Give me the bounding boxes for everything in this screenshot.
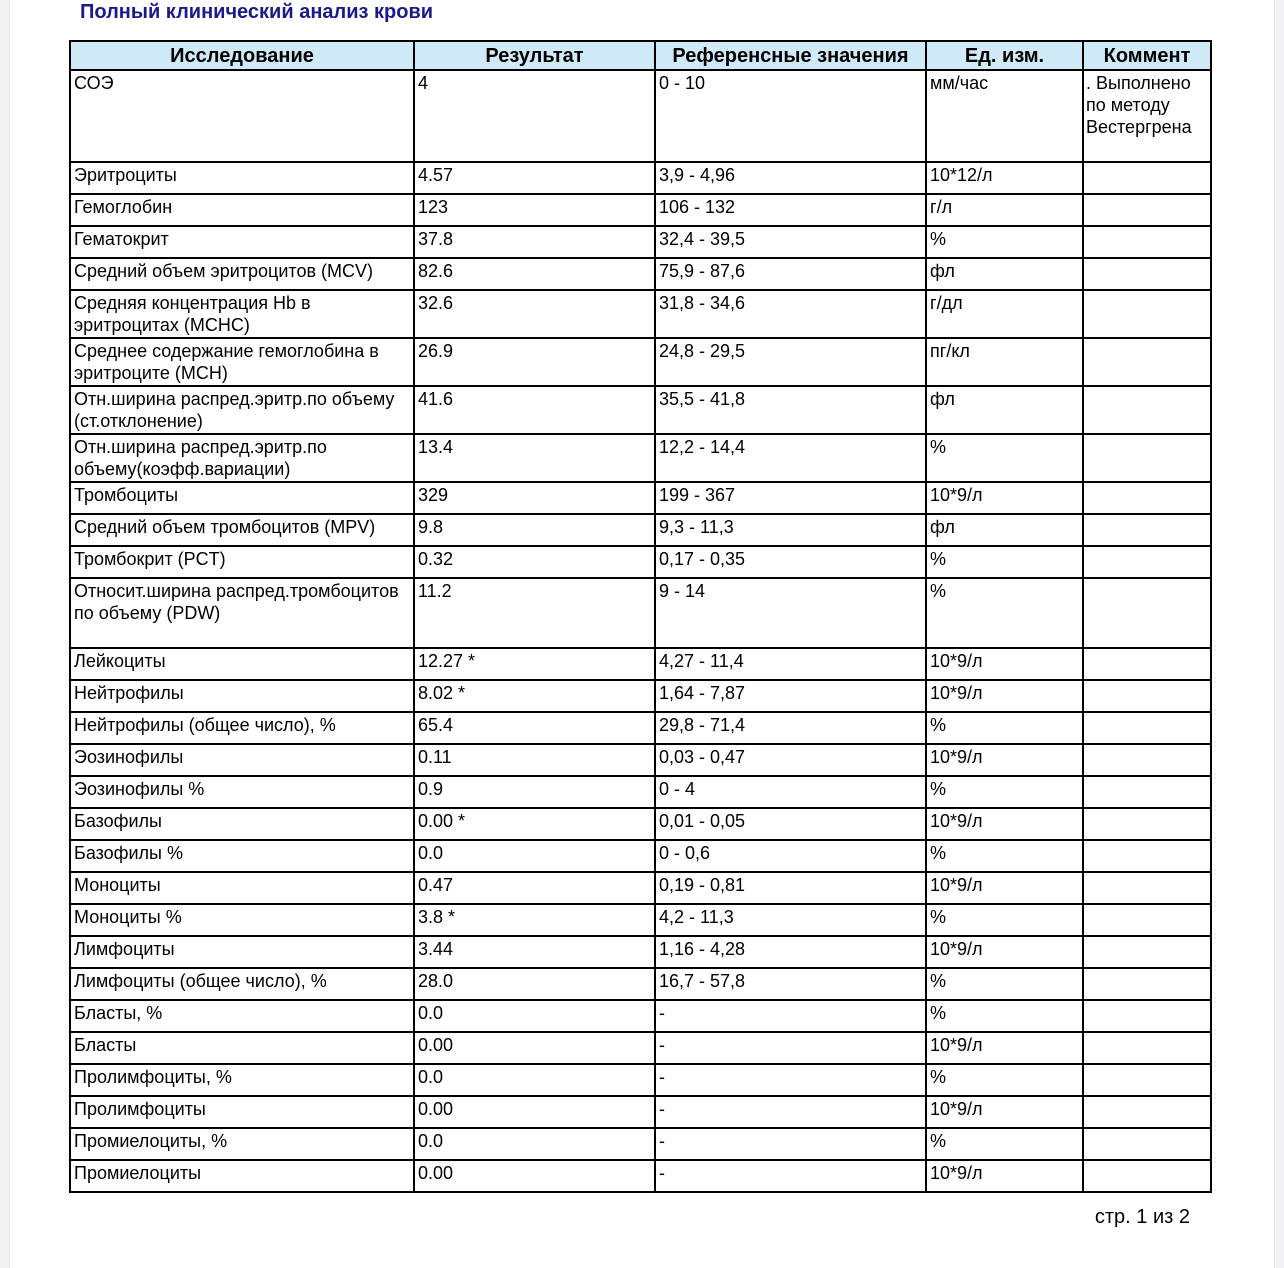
table-row <box>70 840 1211 872</box>
cell-test: Эозинофилы % <box>70 776 414 808</box>
cell-unit: 10*9/л <box>926 680 1083 712</box>
cell-reference: 4,2 - 11,3 <box>655 904 926 936</box>
cell-comment <box>1083 338 1211 386</box>
table-row <box>70 904 1211 936</box>
cell-result: 329 <box>414 482 655 514</box>
cell-comment <box>1083 258 1211 290</box>
table-row <box>70 226 1211 258</box>
cell-test: Бласты, % <box>70 1000 414 1032</box>
cell-unit: 10*9/л <box>926 648 1083 680</box>
cell-unit: пг/кл <box>926 338 1083 386</box>
cell-test: Лейкоциты <box>70 648 414 680</box>
cell-result: 3.44 <box>414 936 655 968</box>
cell-test: Отн.ширина распред.эритр.по объему (ст.отклонение) <box>70 386 414 434</box>
cell-comment <box>1083 1064 1211 1096</box>
table-row <box>70 936 1211 968</box>
page-number: стр. 1 из 2 <box>1094 1206 1190 1228</box>
cell-test: Промиелоциты, % <box>70 1128 414 1160</box>
document-title: Полный клинический анализ крови <box>80 1 434 23</box>
cell-comment <box>1083 936 1211 968</box>
cell-reference: 16,7 - 57,8 <box>655 968 926 1000</box>
cell-unit: % <box>926 1000 1083 1032</box>
cell-comment <box>1083 194 1211 226</box>
cell-reference: 0,01 - 0,05 <box>655 808 926 840</box>
cell-comment <box>1083 1000 1211 1032</box>
cell-result: 0.0 <box>414 1000 655 1032</box>
cell-reference: - <box>655 1064 926 1096</box>
cell-result: 82.6 <box>414 258 655 290</box>
table-row <box>70 386 1211 434</box>
cell-reference: - <box>655 1160 926 1192</box>
cell-test: Нейтрофилы (общее число), % <box>70 712 414 744</box>
cell-reference: - <box>655 1000 926 1032</box>
cell-unit: % <box>926 968 1083 1000</box>
cell-comment <box>1083 1160 1211 1192</box>
cell-reference: 12,2 - 14,4 <box>655 434 926 482</box>
cell-reference: 3,9 - 4,96 <box>655 162 926 194</box>
cell-result: 0.0 <box>414 840 655 872</box>
table-row <box>70 338 1211 386</box>
cell-unit: 10*9/л <box>926 872 1083 904</box>
cell-unit: % <box>926 546 1083 578</box>
cell-unit: г/л <box>926 194 1083 226</box>
table-row <box>70 808 1211 840</box>
table-row <box>70 194 1211 226</box>
page-left-margin <box>0 0 10 1268</box>
cell-unit: % <box>926 840 1083 872</box>
cell-result: 0.0 <box>414 1064 655 1096</box>
cell-unit: % <box>926 578 1083 648</box>
cell-reference: 29,8 - 71,4 <box>655 712 926 744</box>
cell-result: 0.00 * <box>414 808 655 840</box>
cell-comment <box>1083 546 1211 578</box>
cell-test: Тромбоциты <box>70 482 414 514</box>
cell-unit: фл <box>926 258 1083 290</box>
cell-result: 13.4 <box>414 434 655 482</box>
cell-unit: 10*9/л <box>926 1032 1083 1064</box>
cell-comment <box>1083 578 1211 648</box>
cell-result: 0.11 <box>414 744 655 776</box>
cell-test: Базофилы % <box>70 840 414 872</box>
cell-comment <box>1083 386 1211 434</box>
table-row <box>70 546 1211 578</box>
cell-result: 0.47 <box>414 872 655 904</box>
cell-comment <box>1083 904 1211 936</box>
cell-reference: 199 - 367 <box>655 482 926 514</box>
cell-reference: 4,27 - 11,4 <box>655 648 926 680</box>
cell-unit: 10*9/л <box>926 1096 1083 1128</box>
cell-unit: % <box>926 434 1083 482</box>
cell-unit: % <box>926 712 1083 744</box>
cell-result: 26.9 <box>414 338 655 386</box>
cell-reference: - <box>655 1032 926 1064</box>
table-row <box>70 1096 1211 1128</box>
cell-comment <box>1083 744 1211 776</box>
cell-reference: 75,9 - 87,6 <box>655 258 926 290</box>
cell-reference: - <box>655 1128 926 1160</box>
cell-result: 0.00 <box>414 1032 655 1064</box>
cell-unit: 10*9/л <box>926 744 1083 776</box>
cell-unit: фл <box>926 514 1083 546</box>
cell-comment <box>1083 968 1211 1000</box>
table-row <box>70 70 1211 162</box>
cell-comment: . Выполнено по методу Вестергрена <box>1083 70 1211 162</box>
cell-comment <box>1083 226 1211 258</box>
cell-test: Базофилы <box>70 808 414 840</box>
cell-reference: 35,5 - 41,8 <box>655 386 926 434</box>
cell-result: 123 <box>414 194 655 226</box>
cell-reference: 31,8 - 34,6 <box>655 290 926 338</box>
cell-reference: 24,8 - 29,5 <box>655 338 926 386</box>
cell-unit: 10*9/л <box>926 482 1083 514</box>
cell-test: Средний объем эритроцитов (MCV) <box>70 258 414 290</box>
results-table <box>69 40 1212 1193</box>
cell-reference: 1,16 - 4,28 <box>655 936 926 968</box>
cell-comment <box>1083 872 1211 904</box>
table-row <box>70 1064 1211 1096</box>
table-row <box>70 162 1211 194</box>
page-right-margin <box>1274 0 1284 1268</box>
table-row <box>70 680 1211 712</box>
cell-result: 0.0 <box>414 1128 655 1160</box>
cell-result: 65.4 <box>414 712 655 744</box>
cell-unit: % <box>926 776 1083 808</box>
cell-test: Среднее содержание гемоглобина в эритроците (MCH) <box>70 338 414 386</box>
cell-reference: 1,64 - 7,87 <box>655 680 926 712</box>
cell-reference: - <box>655 1096 926 1128</box>
cell-comment <box>1083 648 1211 680</box>
cell-comment <box>1083 1096 1211 1128</box>
cell-comment <box>1083 808 1211 840</box>
cell-result: 32.6 <box>414 290 655 338</box>
cell-test: Пролимфоциты, % <box>70 1064 414 1096</box>
table-row <box>70 514 1211 546</box>
cell-comment <box>1083 162 1211 194</box>
results-body <box>70 70 1211 1192</box>
cell-result: 37.8 <box>414 226 655 258</box>
table-row <box>70 744 1211 776</box>
cell-unit: мм/час <box>926 70 1083 162</box>
cell-unit: % <box>926 1064 1083 1096</box>
table-row <box>70 1128 1211 1160</box>
cell-unit: % <box>926 904 1083 936</box>
cell-comment <box>1083 434 1211 482</box>
cell-reference: 0,19 - 0,81 <box>655 872 926 904</box>
cell-result: 4 <box>414 70 655 162</box>
cell-comment <box>1083 1032 1211 1064</box>
cell-reference: 0 - 0,6 <box>655 840 926 872</box>
cell-unit: г/дл <box>926 290 1083 338</box>
cell-test: Эозинофилы <box>70 744 414 776</box>
cell-test: Бласты <box>70 1032 414 1064</box>
table-row <box>70 258 1211 290</box>
table-header-row <box>70 41 1211 70</box>
cell-test: Гемоглобин <box>70 194 414 226</box>
cell-unit: 10*9/л <box>926 936 1083 968</box>
header-comment: Коммент <box>1083 41 1211 70</box>
cell-result: 0.00 <box>414 1096 655 1128</box>
cell-comment <box>1083 712 1211 744</box>
cell-test: Относит.ширина распред.тромбоцитов по объему (PDW) <box>70 578 414 648</box>
header-test: Исследование <box>70 41 414 70</box>
cell-comment <box>1083 290 1211 338</box>
cell-result: 41.6 <box>414 386 655 434</box>
cell-reference: 0,17 - 0,35 <box>655 546 926 578</box>
table-row <box>70 968 1211 1000</box>
cell-result: 0.32 <box>414 546 655 578</box>
cell-test: Лимфоциты <box>70 936 414 968</box>
cell-result: 0.00 <box>414 1160 655 1192</box>
table-row <box>70 482 1211 514</box>
cell-result: 4.57 <box>414 162 655 194</box>
cell-result: 9.8 <box>414 514 655 546</box>
cell-unit: % <box>926 1128 1083 1160</box>
cell-test: Моноциты % <box>70 904 414 936</box>
table-row <box>70 1160 1211 1192</box>
cell-reference: 9,3 - 11,3 <box>655 514 926 546</box>
table-row <box>70 578 1211 648</box>
cell-comment <box>1083 776 1211 808</box>
header-reference: Референсные значения <box>655 41 926 70</box>
header-unit: Ед. изм. <box>926 41 1083 70</box>
table-row <box>70 290 1211 338</box>
cell-unit: % <box>926 226 1083 258</box>
table-row <box>70 648 1211 680</box>
cell-result: 28.0 <box>414 968 655 1000</box>
table-row <box>70 712 1211 744</box>
cell-unit: 10*9/л <box>926 808 1083 840</box>
cell-test: Отн.ширина распред.эритр.по объему(коэфф.вариации) <box>70 434 414 482</box>
cell-result: 11.2 <box>414 578 655 648</box>
cell-test: Тромбокрит (PCT) <box>70 546 414 578</box>
table-row <box>70 1000 1211 1032</box>
table-row <box>70 434 1211 482</box>
cell-comment <box>1083 514 1211 546</box>
cell-reference: 0,03 - 0,47 <box>655 744 926 776</box>
cell-reference: 0 - 4 <box>655 776 926 808</box>
cell-test: Моноциты <box>70 872 414 904</box>
cell-test: Промиелоциты <box>70 1160 414 1192</box>
cell-comment <box>1083 482 1211 514</box>
cell-reference: 9 - 14 <box>655 578 926 648</box>
cell-unit: 10*12/л <box>926 162 1083 194</box>
cell-test: Нейтрофилы <box>70 680 414 712</box>
cell-unit: 10*9/л <box>926 1160 1083 1192</box>
cell-reference: 32,4 - 39,5 <box>655 226 926 258</box>
cell-test: Эритроциты <box>70 162 414 194</box>
cell-test: Пролимфоциты <box>70 1096 414 1128</box>
cell-comment <box>1083 1128 1211 1160</box>
table-row <box>70 1032 1211 1064</box>
cell-result: 3.8 * <box>414 904 655 936</box>
table-row <box>70 776 1211 808</box>
header-result: Результат <box>414 41 655 70</box>
cell-comment <box>1083 680 1211 712</box>
cell-test: СОЭ <box>70 70 414 162</box>
cell-reference: 0 - 10 <box>655 70 926 162</box>
cell-result: 0.9 <box>414 776 655 808</box>
cell-reference: 106 - 132 <box>655 194 926 226</box>
cell-result: 8.02 * <box>414 680 655 712</box>
cell-test: Средний объем тромбоцитов (MPV) <box>70 514 414 546</box>
cell-result: 12.27 * <box>414 648 655 680</box>
cell-unit: фл <box>926 386 1083 434</box>
cell-test: Гематокрит <box>70 226 414 258</box>
cell-test: Средняя концентрация Hb в эритроцитах (MCHC) <box>70 290 414 338</box>
cell-comment <box>1083 840 1211 872</box>
cell-test: Лимфоциты (общее число), % <box>70 968 414 1000</box>
table-row <box>70 872 1211 904</box>
